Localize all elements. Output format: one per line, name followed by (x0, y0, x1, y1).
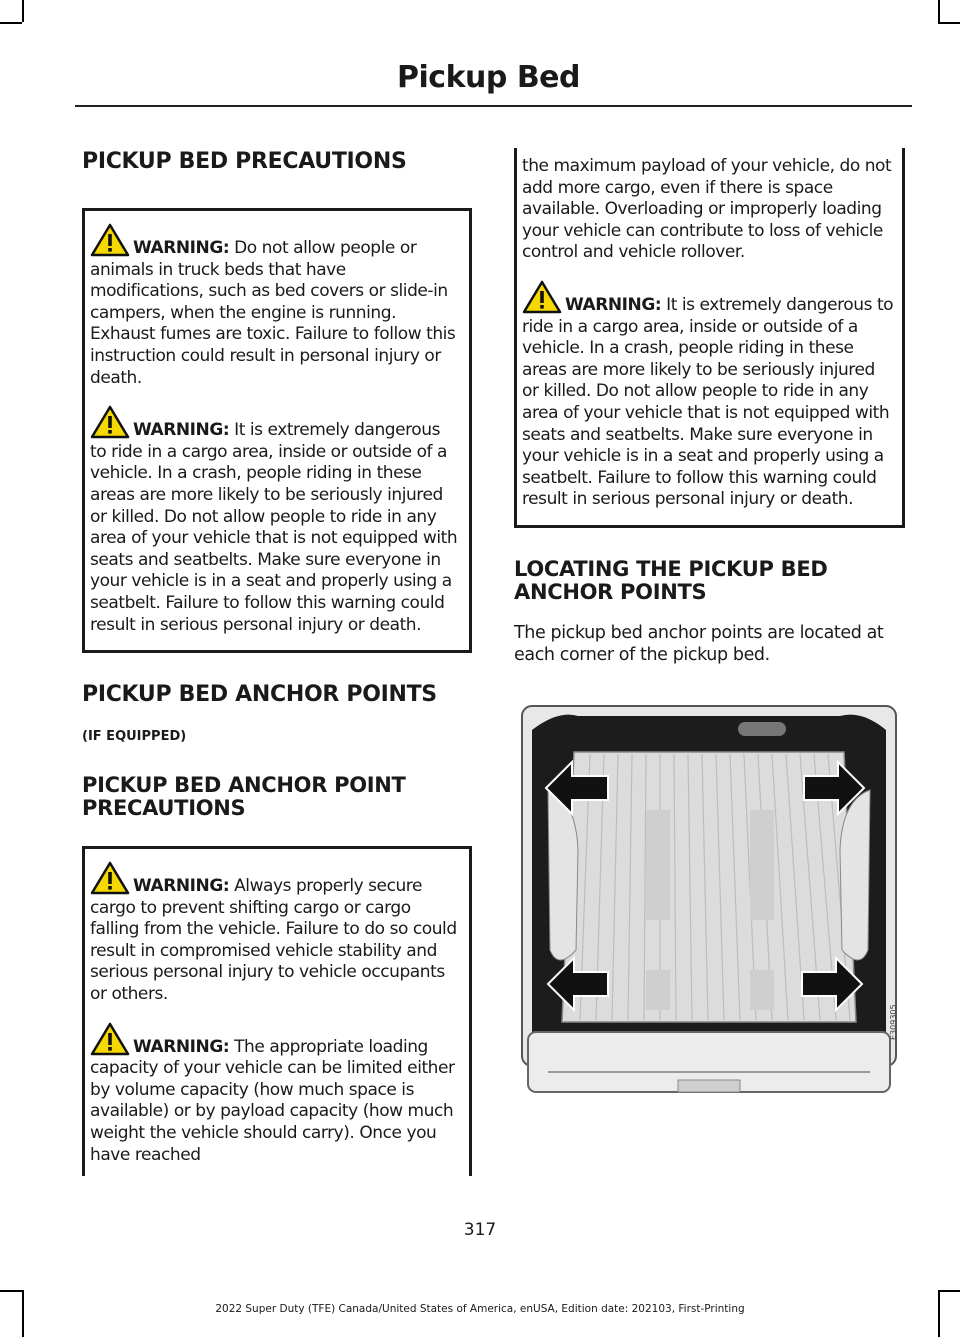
subsection-heading-anchor-precautions: PICKUP BED ANCHOR POINT PRECAUTIONS (82, 773, 406, 821)
crop-mark (938, 0, 940, 22)
section-heading-locating: LOCATING THE PICKUP BED ANCHOR POINTS (514, 556, 828, 604)
warning-continuation: the maximum payload of your vehicle, do not add more cargo, even if there is space available. Overloading or improperly loading your vehicle can contribute to loss of vehicle control and vehicle rollover. (522, 156, 892, 263)
left-column (82, 140, 472, 1176)
warning-box (82, 846, 472, 1176)
warning-paragraph (90, 405, 461, 636)
right-column (514, 148, 905, 666)
warning-label: WARNING: (133, 876, 230, 897)
warning-text: It is extremely dangerous to ride in a cargo area, inside or outside of a vehicle. In a crash, people riding in these areas are more likely to be seriously injured or killed. Do not allow people to ride in any area of your vehicle that is not equipped with seats and seatbelts. Make sure everyone in your vehicle is in a seat and properly using a seatbelt. Failure to follow this warning could result in serious personal injury or death. (90, 420, 458, 635)
warning-label: WARNING: (565, 294, 662, 315)
warning-triangle-icon (90, 861, 130, 895)
crop-mark (22, 0, 24, 22)
section-heading-precautions: PICKUP BED PRECAUTIONS (82, 149, 407, 174)
footer-edition-text: 2022 Super Duty (TFE) Canada/United States of America, enUSA, Edition date: 202103, First-Printing (215, 1303, 745, 1315)
warning-text: Always properly secure cargo to prevent shifting cargo or cargo falling from the vehicle. Failure to do so could result in compromised vehicle stability and serious personal injury to vehicle occupants or others. (90, 876, 457, 1005)
warning-text: Do not allow people or animals in truck beds that have modifications, such as bed covers or slide-in campers, when the engine is running. Exhaust fumes are toxic. Failure to follow this instruction could result in personal injury or death. (90, 238, 456, 388)
warning-label: WARNING: (133, 238, 230, 258)
warning-text: The appropriate loading capacity of your vehicle can be limited either by volume capacity (how much space is available) or by payload capacity (how much weight the vehicle should carry). Once you have reached (90, 1036, 455, 1165)
warning-paragraph (90, 861, 461, 1006)
warning-triangle-icon (90, 405, 130, 439)
warning-paragraph (90, 223, 461, 389)
if-equipped-note: (IF EQUIPPED) (82, 729, 187, 745)
warning-box (82, 208, 472, 653)
section-heading-anchor-points: PICKUP BED ANCHOR POINTS (82, 682, 437, 708)
page-number: 317 (463, 1220, 497, 1240)
warning-paragraph (90, 1022, 461, 1167)
crop-mark (938, 1290, 960, 1292)
warning-paragraph (522, 280, 894, 511)
warning-triangle-icon (522, 280, 562, 314)
warning-text: It is extremely dangerous to ride in a cargo area, inside or outside of a vehicle. In a crash, people riding in these areas are more likely to be seriously injured or killed. Do not allow people to ride in any area of your vehicle that is not equipped with seats and seatbelts. Make sure everyone in your vehicle is in a seat and properly using a seatbelt. Failure to follow this warning could result in serious personal injury or death. (522, 294, 894, 510)
crop-mark (938, 22, 960, 24)
warning-label: WARNING: (133, 420, 230, 441)
warning-triangle-icon (90, 223, 130, 257)
figure-code: E309305 (889, 1004, 898, 1040)
crop-mark (0, 22, 22, 24)
pickup-bed-illustration (518, 700, 900, 1124)
warning-label: WARNING: (133, 1036, 230, 1057)
warning-triangle-icon (90, 1022, 130, 1056)
page-title: Pickup Bed (397, 60, 580, 95)
crop-mark (0, 1290, 22, 1292)
header-divider (75, 105, 912, 107)
locating-description: The pickup bed anchor points are located at each corner of the pickup bed. (514, 622, 884, 665)
warning-box-continued (514, 148, 905, 528)
